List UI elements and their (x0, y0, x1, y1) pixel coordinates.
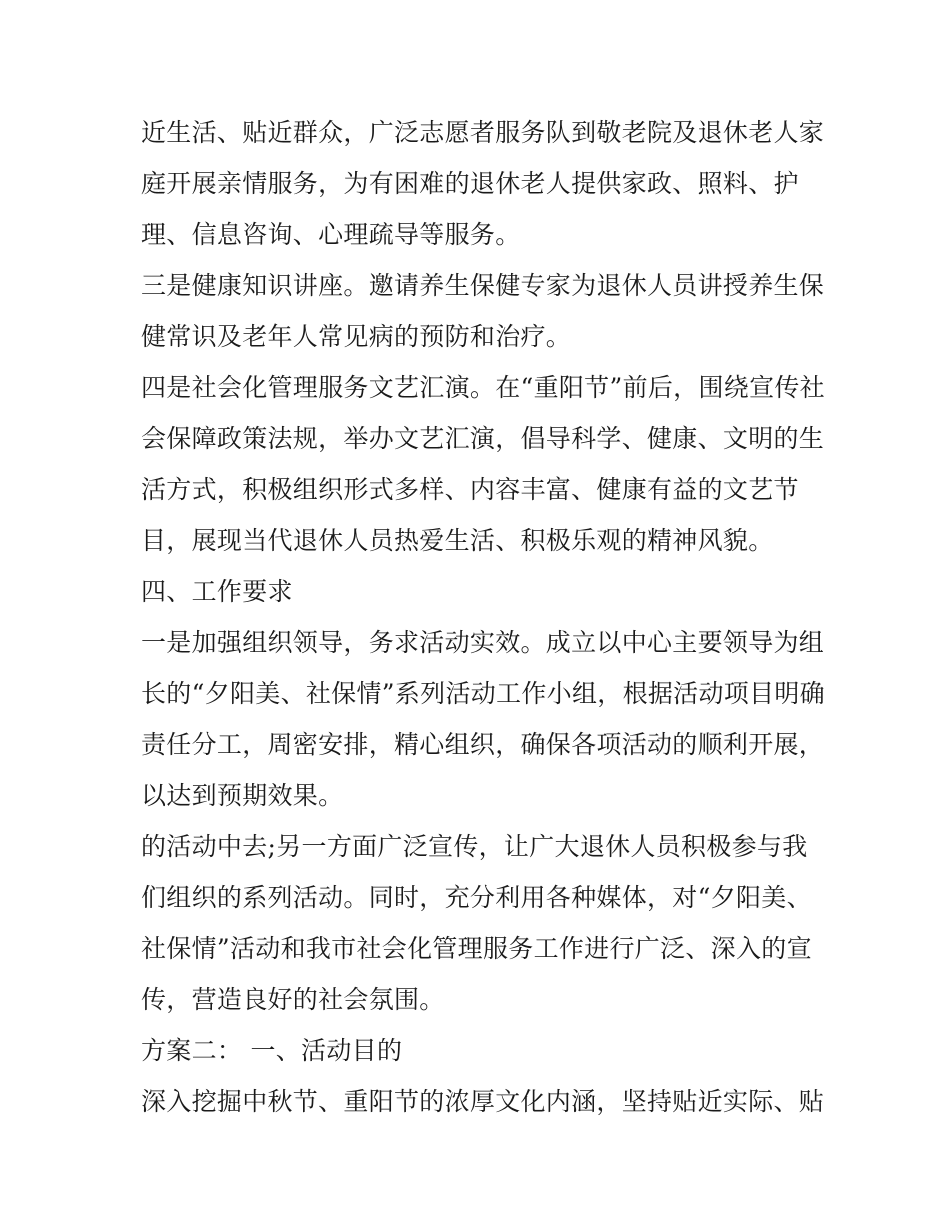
text-line: 四是社会化管理服务文艺汇演。在“重阳节”前后，围绕宣传社 (141, 373, 825, 402)
text-line: 庭开展亲情服务，为有困难的退休老人提供家政、照料、护 (141, 169, 799, 198)
document-body (141, 107, 825, 1127)
text-line: 会保障政策法规，举办文艺汇演，倡导科学、健康、文明的生 (141, 424, 825, 453)
text-line: 健常识及老年人常见病的预防和治疗。 (141, 322, 572, 351)
section-heading: 四、工作要求 (141, 577, 293, 606)
text-line: 目，展现当代退休人员热爱生活、积极乐观的精神风貌。 (141, 526, 774, 555)
text-line: 的活动中去;另一方面广泛宣传，让广大退休人员积极参与我 (141, 832, 808, 861)
text-line: 三是健康知识讲座。邀请养生保健专家为退休人员讲授养生保 (141, 271, 825, 300)
text-line: 深入挖掘中秋节、重阳节的浓厚文化内涵，坚持贴近实际、贴 (141, 1087, 825, 1116)
text-line: 理、信息咨询、心理疏导等服务。 (141, 220, 521, 249)
text-line: 传，营造良好的社会氛围。 (141, 985, 445, 1014)
text-line: 长的“夕阳美、社保情”系列活动工作小组，根据活动项目明确 (141, 679, 825, 708)
text-line: 以达到预期效果。 (141, 781, 344, 810)
text-line: 活方式，积极组织形式多样、内容丰富、健康有益的文艺节 (141, 475, 799, 504)
text-line: 们组织的系列活动。同时，充分利用各种媒体，对“夕阳美、 (141, 883, 812, 912)
text-line: 责任分工，周密安排，精心组织，确保各项活动的顺利开展， (141, 730, 825, 759)
text-line: 社保情”活动和我市社会化管理服务工作进行广泛、深入的宣 (141, 934, 812, 963)
text-line: 近生活、贴近群众，广泛志愿者服务队到敬老院及退休老人家 (141, 118, 825, 147)
text-line: 一是加强组织领导，务求活动实效。成立以中心主要领导为组 (141, 628, 825, 657)
section-heading: 方案二： 一、活动目的 (141, 1036, 403, 1065)
